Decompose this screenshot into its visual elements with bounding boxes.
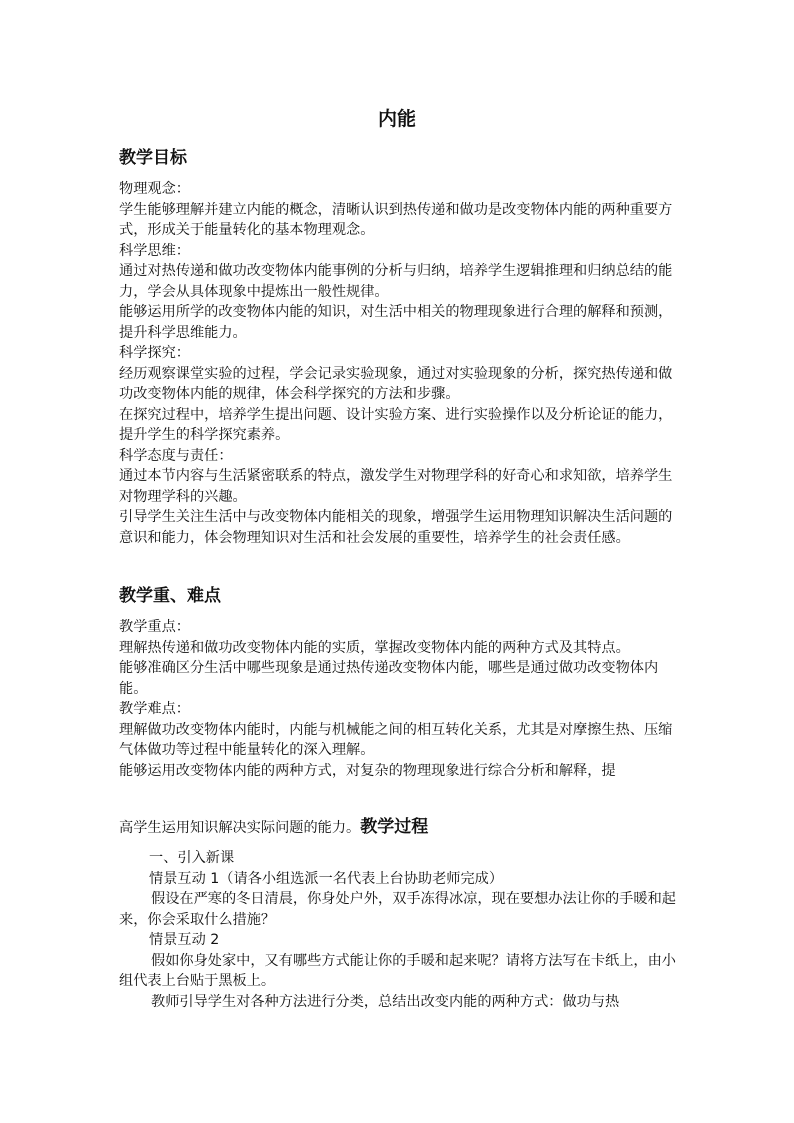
keypoints-section (119, 584, 679, 781)
keypoints-line: 理解做功改变物体内能时，内能与机械能之间的相互转化关系，尤其是对摩擦生热、压缩气体做功等过程中能量转化的深入理解。 (119, 721, 673, 758)
objectives-line: 通过本节内容与生活紧密联系的特点，激发学生对物理学科的好奇心和求知欲，培养学生对物理学科的兴趣。 (119, 468, 673, 505)
objectives-line: 通过对热传递和做功改变物体内能事例的分析与归纳，培养学生逻辑推理和归纳总结的能力，学会从具体现象中提炼出一般性规律。 (119, 263, 673, 300)
keypoints-line: 教学重点： (119, 619, 190, 635)
keypoints-line: 能够准确区分生活中哪些现象是通过热传递改变物体内能，哪些是通过做功改变物体内能。 (119, 660, 659, 697)
section1-title: 一、引入新课 (149, 850, 235, 866)
objectives-line: 经历观察课堂实验的过程，学会记录实验现象，通过对实验现象的分析，探究热传递和做功改变物体内能的规律，体会科学探究的方法和步骤。 (119, 365, 673, 402)
keypoints-line: 理解热传递和做功改变物体内能的实质，掌握改变物体内能的两种方式及其特点。 (119, 639, 630, 656)
process-section (119, 814, 679, 1012)
page-title: 内能 (377, 108, 416, 130)
summary-text: 教师引导学生对各种方法进行分类，总结出改变内能的两种方式：做功与热 (151, 993, 620, 1010)
scene2-title: 情景互动 2 (149, 932, 220, 948)
objectives-line: 能够运用所学的改变物体内能的知识，对生活中相关的物理现象进行合理的解释和预测，提升科学思维能力。 (119, 304, 673, 341)
scene1-text: 假设在严寒的冬日清晨，你身处户外，双手冻得冰凉，现在要想办法让你的手暖和起来，你会采取什么措施？ (119, 891, 676, 928)
objectives-line: 在探究过程中，培养学生提出问题、设计实验方案、进行实验操作以及分析论证的能力，提升学生的科学探究素养。 (119, 406, 673, 443)
objectives-line: 物理观念： (119, 181, 190, 197)
objectives-line: 学生能够理解并建立内能的概念，清晰认识到热传递和做功是改变物体内能的两种重要方式，形成关于能量转化的基本物理观念。 (119, 201, 673, 238)
objectives-heading: 教学目标 (119, 148, 187, 168)
keypoints-line: 教学难点： (119, 701, 190, 717)
keypoints-last-line-with-heading (119, 814, 679, 841)
keypoints-heading: 教学重、难点 (119, 586, 221, 606)
objectives-line: 引导学生关注生活中与改变物体内能相关的现象，增强学生运用物理知识解决生活问题的意识和能力，体会物理知识对生活和社会发展的重要性，培养学生的社会责任感。 (119, 509, 673, 546)
scene2-text: 假如你身处家中，又有哪些方式能让你的手暖和起来呢？请将方法写在卡纸上，由小组代表上台贴于黑板上。 (119, 952, 676, 989)
keypoints-last-line: 高学生运用知识解决实际问题的能力。 (119, 820, 361, 836)
scene1-title: 情景互动 1（请各小组选派一名代表上台协助老师完成） (149, 870, 504, 887)
objectives-section (119, 146, 679, 548)
process-heading: 教学过程 (360, 817, 429, 837)
keypoints-line: 能够运用改变物体内能的两种方式，对复杂的物理现象进行综合分析和解释，提 (119, 762, 616, 779)
objectives-line: 科学思维： (119, 242, 190, 259)
objectives-line: 科学探究： (119, 345, 190, 361)
objectives-line: 科学态度与责任： (119, 447, 233, 464)
